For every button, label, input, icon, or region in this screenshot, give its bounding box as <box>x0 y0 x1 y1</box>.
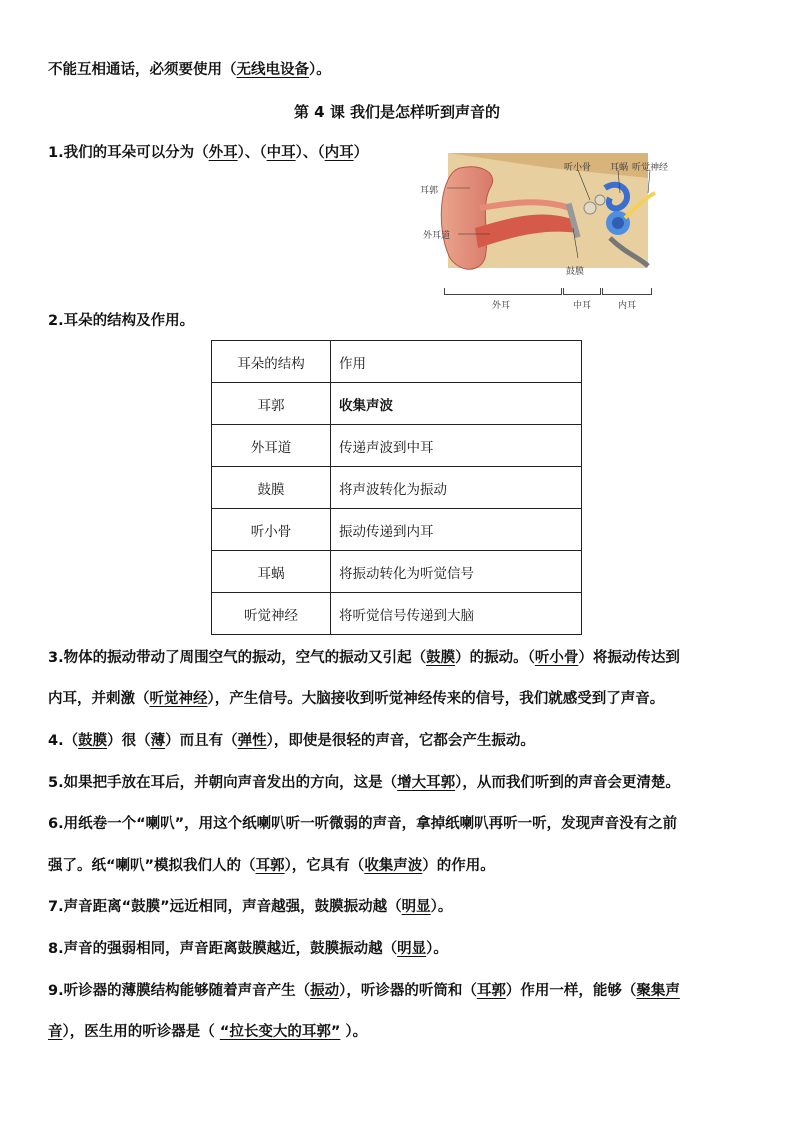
answer: 无线电设备 <box>236 62 309 78</box>
intro-text-end: ）。 <box>309 62 331 78</box>
label-ossicles: 听小骨 <box>564 163 592 173</box>
q9-text: ）作用一样，能够（ <box>505 983 637 999</box>
q8-text: 8.声音的强弱相同，声音距离鼓膜越近，鼓膜振动越（ <box>48 941 398 957</box>
answer: 耳郭 <box>476 983 506 999</box>
answer: 鼓膜 <box>426 650 456 666</box>
label-middle-ear: 中耳 <box>573 301 592 311</box>
function-cell: 将振动转化为听觉信号 <box>331 551 582 593</box>
function-cell: 将声波转化为振动 <box>331 467 582 509</box>
answer: 耳郭 <box>255 858 285 874</box>
q9-text: ），听诊器的听筒和（ <box>339 983 477 999</box>
question-7 <box>48 897 452 917</box>
q1-text: 1.我们的耳朵可以分为（ <box>48 145 209 161</box>
answer: 听觉神经 <box>149 691 208 707</box>
q8-text: ）。 <box>426 941 448 957</box>
q9-text: ），医生用的听诊器是（ <box>62 1024 220 1040</box>
table-row <box>212 551 582 593</box>
answer: 音 <box>48 1024 63 1040</box>
outer-ear-bracket <box>444 288 562 295</box>
middle-ear-bracket <box>563 288 601 295</box>
q6-text: ），它具有（ <box>284 858 365 874</box>
intro-line <box>48 60 331 80</box>
structure-cell: 鼓膜 <box>212 467 331 509</box>
answer: 薄 <box>150 733 166 749</box>
question-4 <box>48 731 535 751</box>
q6-text: ）的作用。 <box>422 858 495 874</box>
table-row <box>212 593 582 635</box>
answer: 收集声波 <box>364 858 423 874</box>
label-outer-ear: 外耳 <box>492 301 511 311</box>
question-3-line-2 <box>48 689 664 709</box>
q1-text: ） <box>353 145 369 161</box>
header-structure: 耳朵的结构 <box>212 341 331 383</box>
q4-text: 4.（ <box>48 733 79 749</box>
answer: 内耳 <box>324 145 354 161</box>
q4-text: ）而且有（ <box>165 733 238 749</box>
function-cell: 将听觉信号传递到大脑 <box>331 593 582 635</box>
answer: 明显 <box>401 899 431 915</box>
q3-text: 3.物体的振动带动了周围空气的振动，空气的振动又引起（ <box>48 650 427 666</box>
question-6-line-2 <box>48 856 495 876</box>
question-3-line-1 <box>48 648 680 668</box>
answer: 振动 <box>310 983 340 999</box>
header-function: 作用 <box>331 341 582 383</box>
label-eardrum: 鼓膜 <box>566 267 585 277</box>
label-auditory-nerve: 听觉神经 <box>632 163 669 173</box>
question-2: 2.耳朵的结构及作用。 <box>48 313 195 329</box>
q9-text: 9.听诊器的薄膜结构能够随着声音产生（ <box>48 983 311 999</box>
q1-text: ）、（ <box>295 145 325 161</box>
answer: 明显 <box>397 941 427 957</box>
q4-text: ）很（ <box>107 733 151 749</box>
q7-text: ）。 <box>430 899 453 915</box>
table-row <box>212 467 582 509</box>
label-auricle: 耳郭 <box>420 186 439 196</box>
q3-text: ）将振动传达到 <box>578 650 680 666</box>
inner-ear-bracket <box>602 288 652 295</box>
answer: 弹性 <box>237 733 267 749</box>
q5-text: 5.如果把手放在耳后，并朝向声音发出的方向，这是（ <box>48 775 398 791</box>
q4-text: ），即使是很轻的声音，它都会产生振动。 <box>266 733 535 749</box>
q6-text: 强了。纸“喇叭”模拟我们人的（ <box>48 858 256 874</box>
structure-cell: 听觉神经 <box>212 593 331 635</box>
table-row <box>212 383 582 425</box>
structure-cell: 耳郭 <box>212 383 331 425</box>
answer: 增大耳郭 <box>397 775 456 791</box>
q7-text: 7.声音距离“鼓膜”远近相同，声音越强，鼓膜振动越（ <box>48 899 402 915</box>
lesson-title: 第 4 课 我们是怎样听到声音的 <box>293 103 501 121</box>
function-cell: 振动传递到内耳 <box>331 509 582 551</box>
answer: “拉长变大的耳郭” <box>219 1024 341 1040</box>
ear-diagram <box>420 148 670 313</box>
intro-text: 不能互相通话，必须要使用（ <box>48 62 237 78</box>
label-inner-ear: 内耳 <box>618 301 637 311</box>
function-cell: 传递声波到中耳 <box>331 425 582 467</box>
question-5 <box>48 773 680 793</box>
structure-cell: 外耳道 <box>212 425 331 467</box>
question-9-line-2 <box>48 1022 367 1042</box>
q3-text: ）的振动。（ <box>455 650 535 666</box>
question-9-line-1 <box>48 981 680 1001</box>
answer: 中耳 <box>266 145 296 161</box>
q1-text: ）、（ <box>237 145 267 161</box>
q3-text: ），产生信号。大脑接收到听觉神经传来的信号，我们就感受到了声音。 <box>207 691 665 707</box>
q3-text: 内耳，并刺激（ <box>48 691 150 707</box>
table-row <box>212 425 582 467</box>
function-cell: 收集声波 <box>331 383 582 425</box>
answer: 听小骨 <box>534 650 579 666</box>
table-row <box>212 509 582 551</box>
question-8 <box>48 939 448 959</box>
answer: 鼓膜 <box>78 733 108 749</box>
ear-structure-table <box>211 340 582 635</box>
q5-text: ），从而我们听到的声音会更清楚。 <box>455 775 680 791</box>
question-1 <box>48 143 368 163</box>
q9-text: ）。 <box>340 1024 368 1040</box>
label-ear-canal: 外耳道 <box>423 231 451 241</box>
answer: 聚集声 <box>636 983 680 999</box>
structure-cell: 耳蜗 <box>212 551 331 593</box>
question-6-line-1: 6.用纸卷一个“喇叭”，用这个纸喇叭听一听微弱的声音，拿掉纸喇叭再听一听，发现声音没有之前 <box>48 816 678 832</box>
structure-cell: 听小骨 <box>212 509 331 551</box>
answer: 外耳 <box>208 145 238 161</box>
label-cochlea: 耳蜗 <box>610 163 629 173</box>
table-header <box>212 341 582 383</box>
